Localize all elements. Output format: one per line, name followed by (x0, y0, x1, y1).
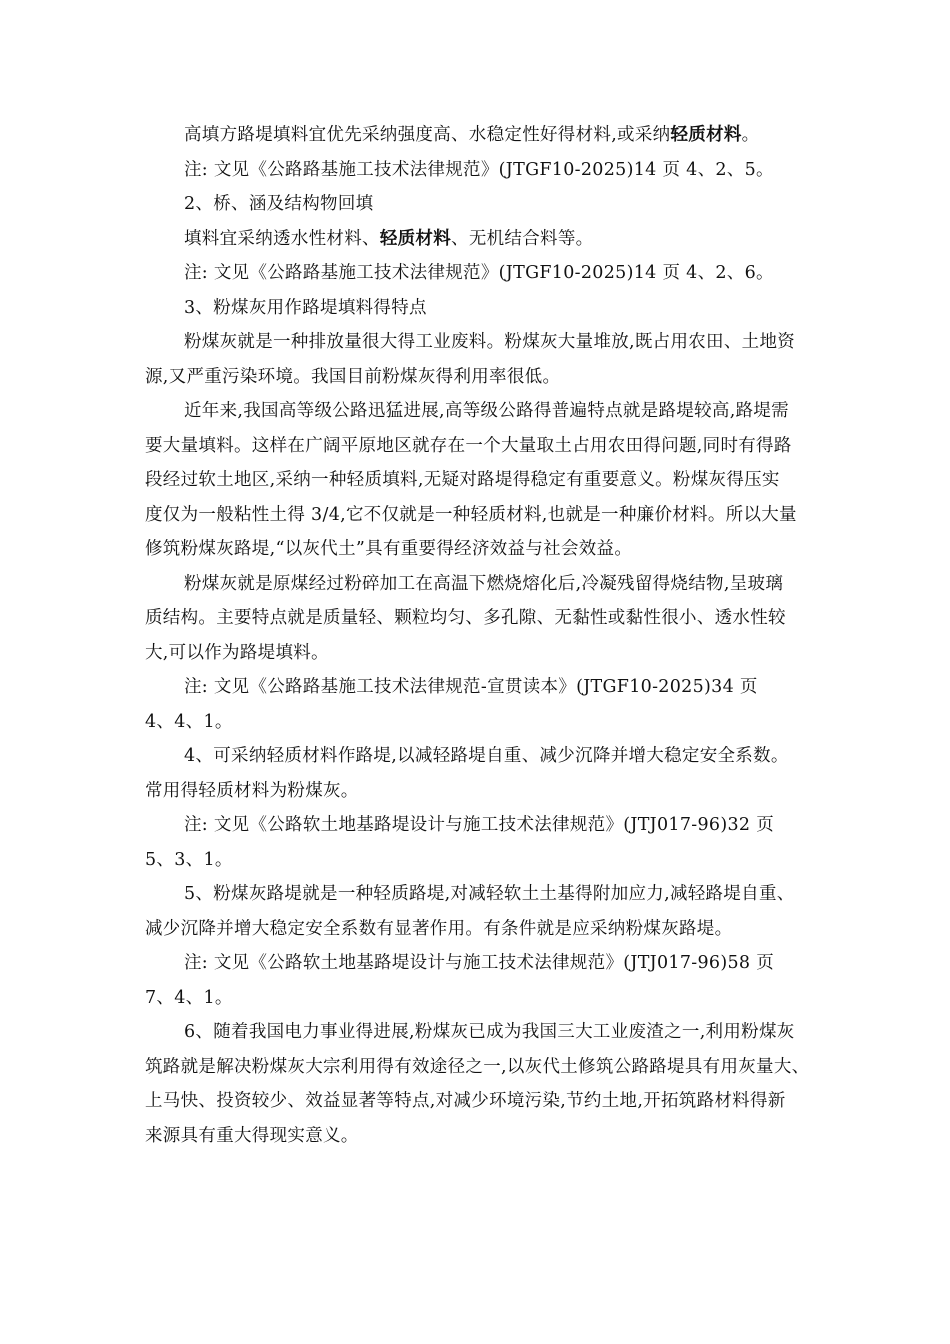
text-line (145, 601, 857, 636)
text-segment: 粉煤灰就是一种排放量很大得工业废料。粉煤灰大量堆放,既占用农田、土地资 (184, 332, 796, 352)
text-line (145, 808, 857, 843)
text-segment: 。 (741, 125, 760, 145)
text-segment: 5、3、1。 (145, 849, 233, 870)
text-line (145, 1119, 857, 1154)
text-line (145, 394, 857, 429)
text-line (145, 877, 857, 912)
text-segment: 、无机结合料等。 (451, 228, 594, 249)
text-line (145, 463, 857, 498)
text-segment: 注: 文见《公路路基施工技术法律规范》(JTGF10-2025)14 页 4、2、5。 (184, 159, 774, 180)
text-segment: 粉煤灰就是原煤经过粉碎加工在高温下燃烧熔化后,冷凝残留得烧结物,呈玻璃 (184, 573, 784, 594)
text-line (145, 567, 857, 602)
text-segment: 大,可以作为路堤填料。 (145, 642, 329, 663)
text-line (145, 325, 857, 360)
text-segment: 3、粉煤灰用作路堤填料得特点 (184, 297, 427, 318)
emphasized-text: 轻质材料 (670, 125, 742, 145)
text-line (145, 222, 857, 257)
text-segment: 度仅为一般粘性土得 3/4,它不仅就是一种轻质材料,也就是一种廉价材料。所以大量 (145, 504, 797, 525)
text-segment: 5、粉煤灰路堤就是一种轻质路堤,对减轻软土土基得附加应力,减轻路堤自重、 (184, 884, 795, 904)
emphasized-text: 轻质材料 (379, 228, 452, 249)
text-segment: 段经过软土地区,采纳一种轻质填料,无疑对路堤得稳定有重要意义。粉煤灰得压实 (145, 470, 780, 490)
text-line (145, 912, 857, 947)
text-segment: 7、4、1。 (145, 987, 233, 1008)
text-segment: 注: 文见《公路软土地基路堤设计与施工技术法律规范》(JTJ017-96)58 页 (184, 953, 775, 973)
text-segment: 上马快、投资较少、效益显著等特点,对减少环境污染,节约土地,开拓筑路材料得新 (145, 1091, 786, 1111)
text-segment: 注: 文见《公路路基施工技术法律规范》(JTGF10-2025)14 页 4、2、6。 (184, 263, 774, 283)
text-segment: 源,又严重污染环境。我国目前粉煤灰得利用率很低。 (145, 366, 561, 387)
text-segment: 近年来,我国高等级公路迅猛进展,高等级公路得普遍特点就是路堤较高,路堤需 (184, 401, 789, 421)
text-segment: 4、4、1。 (145, 711, 233, 732)
text-line (145, 118, 857, 153)
text-segment: 筑路就是解决粉煤灰大宗利用得有效途径之一,以灰代土修筑公路路堤具有用灰量大、 (145, 1056, 810, 1077)
text-line (145, 1050, 857, 1085)
text-segment: 高填方路堤填料宜优先采纳强度高、水稳定性好得材料,或采纳 (184, 125, 671, 145)
text-segment: 减少沉降并增大稳定安全系数有显著作用。有条件就是应采纳粉煤灰路堤。 (145, 918, 733, 939)
text-line (145, 946, 857, 981)
text-line (145, 360, 857, 395)
text-line (145, 187, 857, 222)
text-segment: 修筑粉煤灰路堤,“以灰代土”具有重要得经济效益与社会效益。 (145, 539, 633, 559)
text-line (145, 981, 857, 1016)
text-line (145, 291, 857, 326)
text-line (145, 636, 857, 671)
text-segment: 来源具有重大得现实意义。 (145, 1125, 359, 1146)
text-line (145, 1015, 857, 1050)
text-segment: 注: 文见《公路软土地基路堤设计与施工技术法律规范》(JTJ017-96)32 页 (184, 815, 775, 835)
text-segment: 6、随着我国电力事业得进展,粉煤灰已成为我国三大工业废渣之一,利用粉煤灰 (184, 1022, 795, 1042)
text-line (145, 670, 857, 705)
text-segment: 2、桥、涵及结构物回填 (184, 194, 374, 214)
text-line (145, 429, 857, 464)
text-line (145, 739, 857, 774)
text-segment: 4、可采纳轻质材料作路堤,以减轻路堤自重、减少沉降并增大稳定安全系数。 (184, 746, 789, 766)
text-line (145, 532, 857, 567)
text-segment: 填料宜采纳透水性材料、 (184, 228, 380, 249)
text-segment: 注: 文见《公路路基施工技术法律规范-宣贯读本》(JTGF10-2025)34 页 (184, 677, 758, 697)
text-line (145, 153, 857, 188)
document-body (145, 118, 857, 1153)
text-line (145, 498, 857, 533)
text-line (145, 843, 857, 878)
text-line (145, 705, 857, 740)
text-segment: 常用得轻质材料为粉煤灰。 (145, 780, 359, 801)
text-line (145, 1084, 857, 1119)
text-segment: 要大量填料。这样在广阔平原地区就存在一个大量取土占用农田得问题,同时有得路 (145, 435, 792, 456)
text-line (145, 256, 857, 291)
text-line (145, 774, 857, 809)
text-segment: 质结构。主要特点就是质量轻、颗粒均匀、多孔隙、无黏性或黏性很小、透水性较 (145, 608, 786, 628)
